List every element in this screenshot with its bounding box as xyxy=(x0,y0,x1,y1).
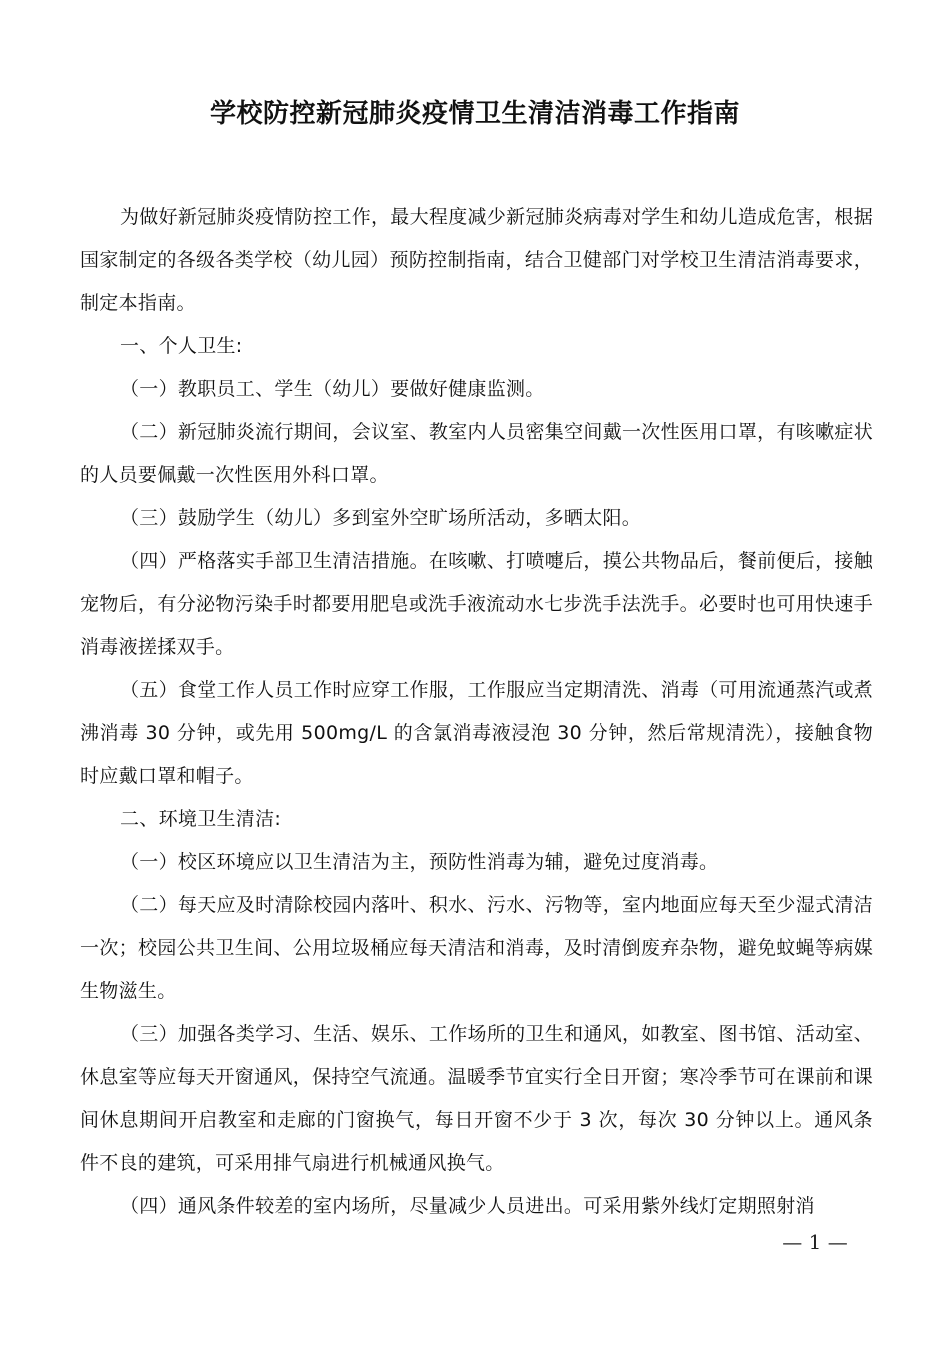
page-number: — 1 — xyxy=(782,1230,848,1254)
document-body xyxy=(80,196,873,1228)
document-title: 学校防控新冠肺炎疫情卫生清洁消毒工作指南 xyxy=(209,99,740,129)
paragraph-1-3: （三）鼓励学生（幼儿）多到室外空旷场所活动，多晒太阳。 xyxy=(120,507,642,529)
section-heading-environment: 二、环境卫生清洁: xyxy=(120,808,282,830)
paragraph-1-2: （二）新冠肺炎流行期间，会议室、教室内人员密集空间戴一次性医用口罩，有咳嗽症状的人员要佩戴一次性医用外科口罩。 xyxy=(80,421,873,486)
section-heading-personal-hygiene: 一、个人卫生: xyxy=(120,335,243,357)
paragraph-2-2: （二）每天应及时清除校园内落叶、积水、污水、污物等，室内地面应每天至少湿式清洁一次；校园公共卫生间、公用垃圾桶应每天清洁和消毒，及时清倒废弃杂物，避免蚊蝇等病媒生物滋生。 xyxy=(80,894,873,1002)
paragraph-intro: 为做好新冠肺炎疫情防控工作，最大程度减少新冠肺炎病毒对学生和幼儿造成危害，根据国家制定的各级各类学校（幼儿园）预防控制指南，结合卫健部门对学校卫生清洁消毒要求，制定本指南。 xyxy=(80,206,873,314)
paragraph-1-5: （五）食堂工作人员工作时应穿工作服，工作服应当定期清洗、消毒（可用流通蒸汽或煮沸消毒 30 分钟，或先用 500mg/L 的含氯消毒液浸泡 30 分钟，然后常规清洗），接触食物时应戴口罩和帽子。 xyxy=(80,679,873,787)
paragraph-2-4: （四）通风条件较差的室内场所，尽量减少人员进出。可采用紫外线灯定期照射消 xyxy=(120,1195,815,1217)
paragraph-2-3: （三）加强各类学习、生活、娱乐、工作场所的卫生和通风，如教室、图书馆、活动室、休息室等应每天开窗通风，保持空气流通。温暖季节宜实行全日开窗；寒冷季节可在课前和课间休息期间开启教室和走廊的门窗换气，每日开窗不少于 3 次，每次 30 分钟以上。通风条件不良的建筑，可采用排气扇进行机械通风换气。 xyxy=(80,1023,873,1174)
paragraph-1-1: （一）教职员工、学生（幼儿）要做好健康监测。 xyxy=(120,378,545,400)
paragraph-2-1: （一）校区环境应以卫生清洁为主，预防性消毒为辅，避免过度消毒。 xyxy=(120,851,719,873)
paragraph-1-4: （四）严格落实手部卫生清洁措施。在咳嗽、打喷嚏后，摸公共物品后，餐前便后，接触宠物后，有分泌物污染手时都要用肥皂或洗手液流动水七步洗手法洗手。必要时也可用快速手消毒液搓揉双手。 xyxy=(80,550,873,658)
